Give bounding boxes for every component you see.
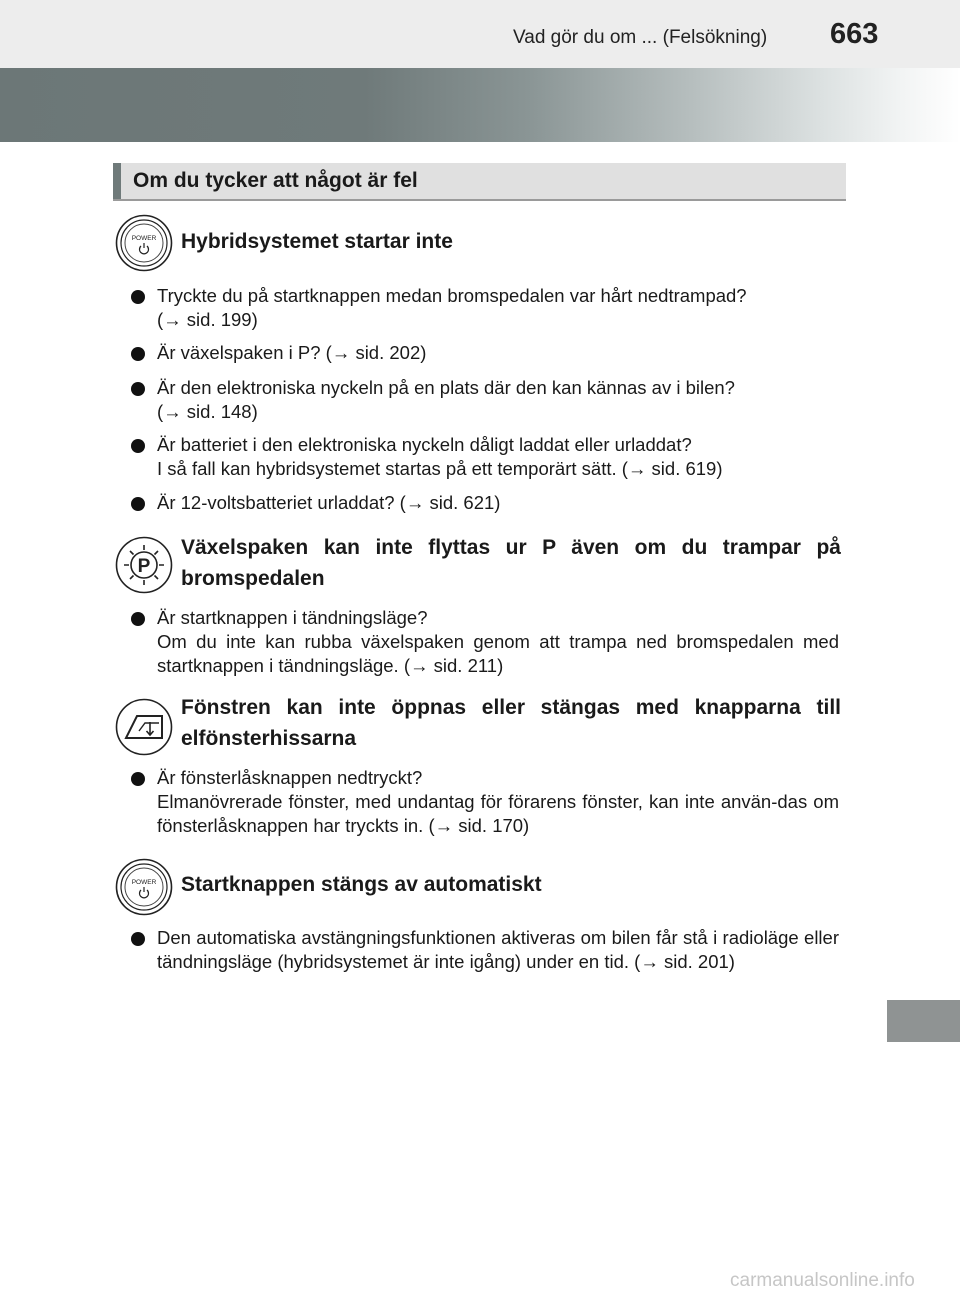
bullet-line: Är växelspaken i P? (→ sid. 202) <box>157 342 427 363</box>
header-band <box>0 68 960 142</box>
power-label: POWER <box>131 879 157 886</box>
bullet-line: Är batteriet i den elektroniska nyckeln dåligt laddat eller urladdat? <box>157 434 692 455</box>
bullet-line: Är 12-voltsbatteriet urladdat? (→ sid. 621) <box>157 492 501 513</box>
bullet-dot <box>131 497 145 511</box>
section-header-accent <box>113 163 121 199</box>
bullet-line: Är fönsterlåsknappen nedtryckt? <box>157 767 423 788</box>
bullet-line: Den automatiska avstängningsfunktionen aktiveras om bilen får stå i radioläge eller tändningsläge (hybridsystemet är inte igång) under en tid. (→ sid. 201) <box>157 927 839 972</box>
item-title: Fönstren kan inte öppnas eller stängas med knapparna till elfönsterhissarna <box>181 696 841 750</box>
item-title: Hybridsystemet startar inte <box>181 230 453 253</box>
power-label: POWER <box>131 235 157 242</box>
section-header <box>113 163 846 201</box>
bullet-text <box>157 284 839 332</box>
gear-letter: P <box>137 556 151 577</box>
bullet-dot <box>131 772 145 786</box>
item-title: Växelspaken kan inte flyttas ur P även om du trampar på bromspedalen <box>181 536 841 590</box>
chapter-title: Vad gör du om ... (Felsökning) <box>513 27 768 48</box>
power-button-icon <box>115 214 173 272</box>
bullet-text <box>157 433 839 481</box>
bullet-line: Är den elektroniska nyckeln på en plats där den kan kännas av i bilen? <box>157 377 735 398</box>
bullet-line: Är startknappen i tändningsläge? <box>157 607 428 628</box>
bullet-text <box>157 376 839 424</box>
bullet-line: Om du inte kan rubba växelspaken genom att trampa ned bromspedalen med startknappen i tändningsläge. (→ sid. 211) <box>157 631 839 676</box>
bullet-dot <box>131 439 145 453</box>
bullet-dot <box>131 382 145 396</box>
bullet-dot <box>131 347 145 361</box>
bullet-text <box>157 606 839 678</box>
bullet-dot <box>131 612 145 626</box>
bullet-line: I så fall kan hybridsystemet startas på ett temporärt sätt. (→ sid. 619) <box>157 458 723 479</box>
top-bar <box>0 0 960 68</box>
bullet-text <box>157 491 839 515</box>
bullet-line: (→ sid. 199) <box>157 309 258 330</box>
bullet-line: Tryckte du på startknappen medan bromspedalen var hårt nedtrampad? <box>157 285 747 306</box>
bullet-line: (→ sid. 148) <box>157 401 258 422</box>
bullet-text <box>157 766 839 838</box>
park-gear-icon <box>115 536 173 594</box>
bullet-dot <box>131 932 145 946</box>
chapter-thumb-tab <box>887 1000 960 1042</box>
power-window-icon <box>115 698 173 756</box>
bullet-text <box>157 341 839 365</box>
bullet-text <box>157 926 839 974</box>
bullet-dot <box>131 290 145 304</box>
item-title: Startknappen stängs av automatiskt <box>181 873 542 896</box>
power-button-icon <box>115 858 173 916</box>
bullet-line: Elmanövrerade fönster, med undantag för förarens fönster, kan inte använ-das om fönsterlåsknappen har tryckts in. (→ sid. 170) <box>157 791 839 836</box>
page-number: 663 <box>830 18 879 50</box>
section-title: Om du tycker att något är fel <box>133 169 418 192</box>
watermark: carmanualsonline.info <box>730 1270 915 1291</box>
